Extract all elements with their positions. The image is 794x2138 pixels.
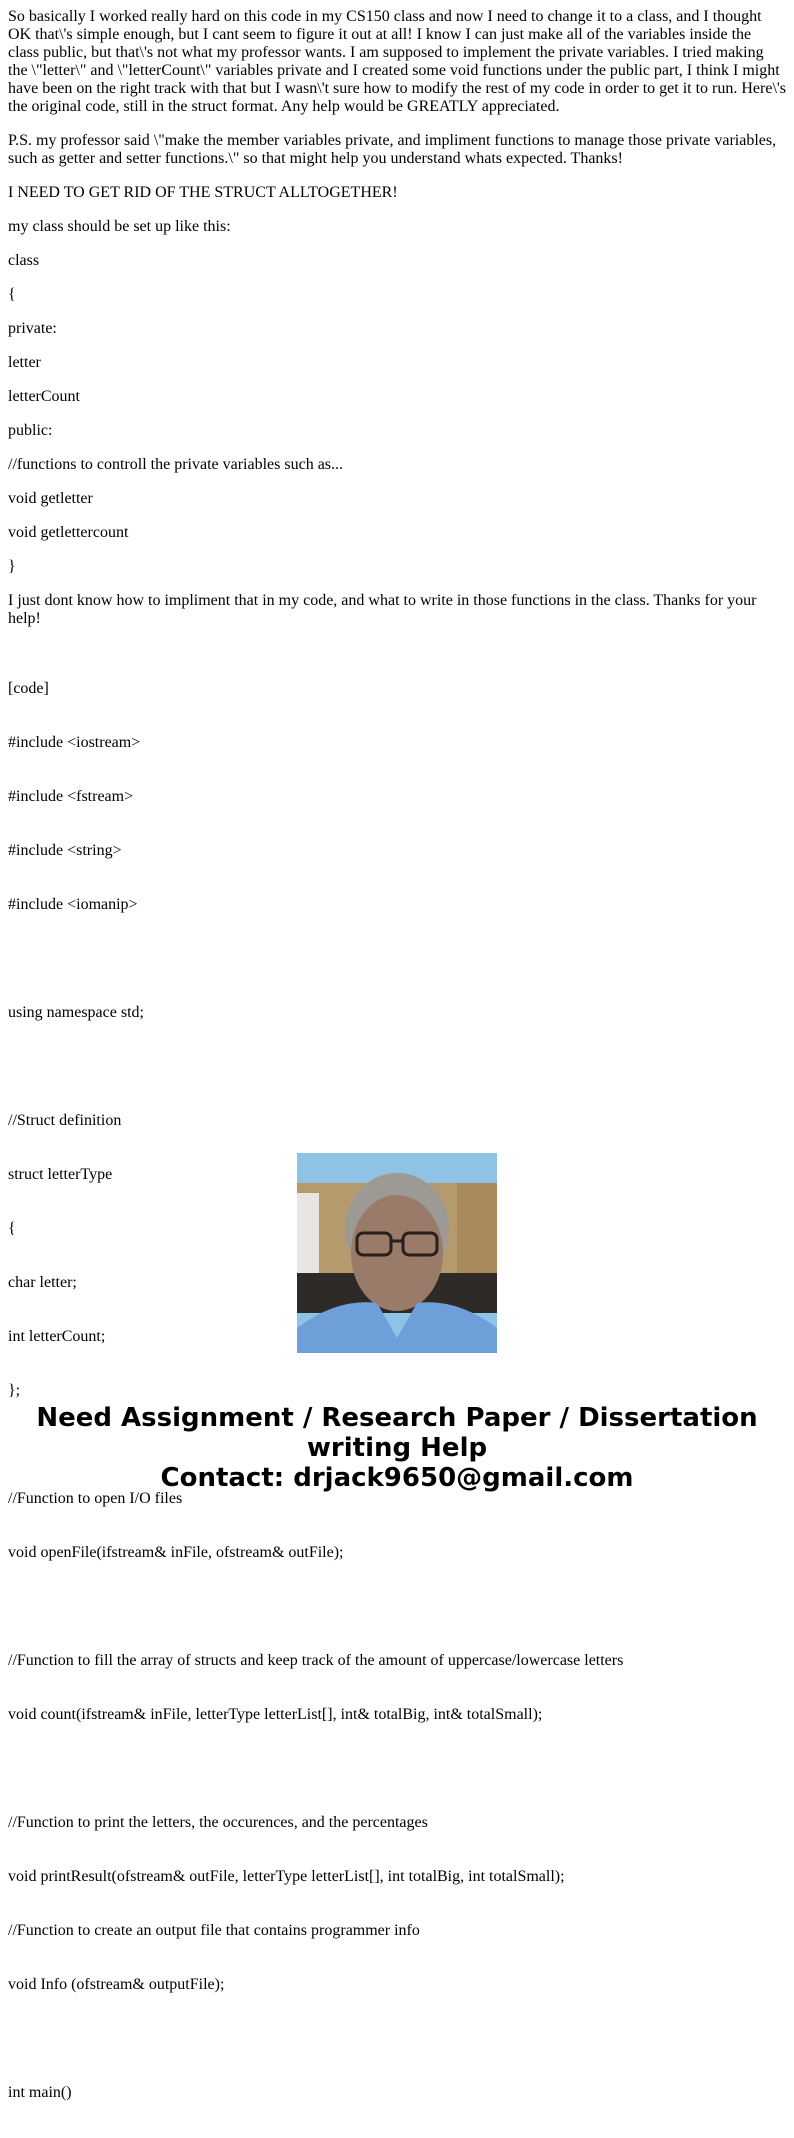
code-line: [8, 1760, 786, 1778]
code-line: using namespace std;: [8, 1004, 144, 1021]
promo-banner: [0, 1403, 794, 1493]
class-outline-line: {: [8, 286, 16, 303]
class-outline-line: //functions to controll the private variables such as...: [8, 456, 344, 473]
question-paragraph: I NEED TO GET RID OF THE STRUCT ALLTOGETHER!: [8, 184, 398, 201]
class-outline-line: letterCount: [8, 388, 80, 405]
code-line: void count(ifstream& inFile, letterType letterList[], int& totalBig, int& totalSmall);: [8, 1706, 543, 1723]
promo-line: writing Help: [306, 1433, 488, 1463]
avatar: [297, 1153, 497, 1353]
code-line: #include <fstream>: [8, 788, 134, 805]
code-block: [8, 644, 786, 2138]
code-line: //Function to create an output file that contains programmer info: [8, 1922, 420, 1939]
code-line: [8, 950, 786, 968]
code-line: [8, 1058, 786, 1076]
question-paragraph: my class should be set up like this:: [8, 218, 231, 235]
code-line: void printResult(ofstream& outFile, letterType letterList[], int totalBig, int totalSmall);: [8, 1868, 565, 1885]
class-outline-line: void getlettercount: [8, 524, 129, 541]
code-line: {: [8, 1220, 16, 1237]
promo-line: Need Assignment / Research Paper / Dissertation: [36, 1403, 758, 1433]
question-paragraph: P.S. my professor said \"make the member variables private, and impliment functions to manage those private variables, such as getter and setter functions.\" so that might help you understand whats expected. Thanks!: [8, 132, 777, 167]
code-line: #include <iostream>: [8, 734, 141, 751]
code-line: //Function to open I/O files: [8, 1490, 183, 1507]
code-line: [8, 2030, 786, 2048]
code-line: struct letterType: [8, 1166, 113, 1183]
code-line: #include <iomanip>: [8, 896, 138, 913]
code-line: //Function to print the letters, the occurences, and the percentages: [8, 1814, 428, 1831]
code-line: int letterCount;: [8, 1328, 106, 1345]
code-line: //Struct definition: [8, 1112, 122, 1129]
class-outline-line: public:: [8, 422, 53, 439]
class-outline-line: }: [8, 558, 16, 575]
class-outline-line: private:: [8, 320, 57, 337]
code-line: #include <string>: [8, 842, 122, 859]
code-line: //Function to fill the array of structs and keep track of the amount of uppercase/lowercase letters: [8, 1652, 624, 1669]
code-line: [8, 1598, 786, 1616]
code-line: char letter;: [8, 1274, 77, 1291]
promo-contact: Contact: drjack9650@gmail.com: [160, 1463, 634, 1493]
code-line: void openFile(ifstream& inFile, ofstream& outFile);: [8, 1544, 344, 1561]
question-paragraph: So basically I worked really hard on this code in my CS150 class and now I need to change it to a class, and I thought OK that\'s simple enough, but I cant seem to figure it out at all! I know I can just make all of the variables inside the class public, but that\'s not what my professor wants. I am supposed to implement the private variables. I tried making the \"letter\" and \"letterCount\" variables private and I created some void functions under the public part, I think I might have been on the right track with that but I wasn\'t sure how to modify the rest of my code in order to get it to run. Here\'s the original code, still in the struct format. Any help would be GREATLY appreciated.: [8, 8, 787, 115]
class-outline-line: letter: [8, 354, 41, 371]
code-line: void Info (ofstream& outputFile);: [8, 1976, 225, 1993]
class-outline-line: class: [8, 252, 40, 269]
person-photo-icon: [297, 1153, 497, 1353]
class-outline-line: void getletter: [8, 490, 93, 507]
code-line: int main(): [8, 2084, 72, 2101]
code-line: [code]: [8, 680, 49, 697]
question-paragraph: I just dont know how to impliment that in my code, and what to write in those functions in the class. Thanks for your help!: [8, 592, 757, 627]
code-line: };: [8, 1382, 21, 1399]
